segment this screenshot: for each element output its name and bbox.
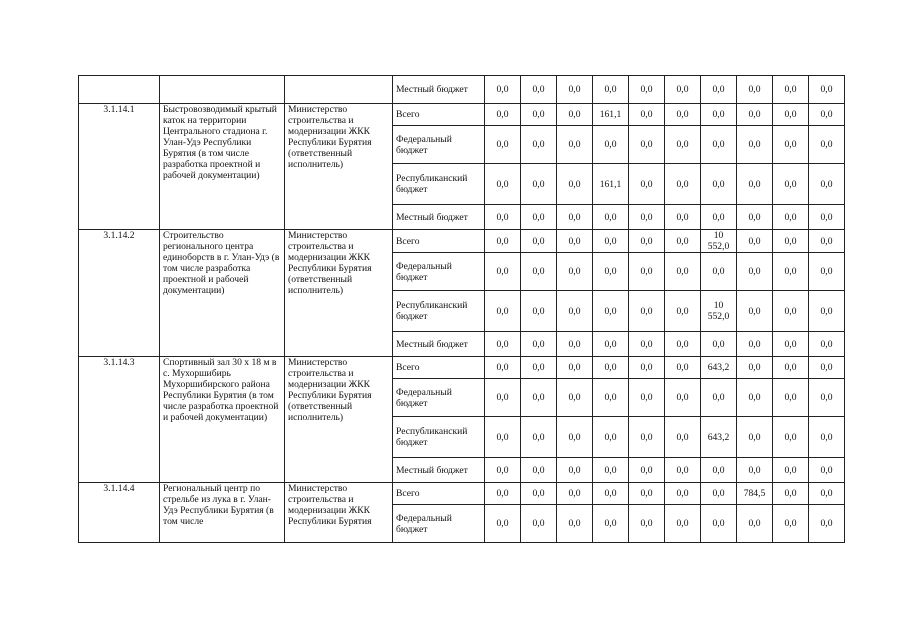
value-cell: 0,0 <box>737 332 773 357</box>
value-cell: 0,0 <box>557 230 593 253</box>
item-name: Быстровозводимый крытый каток на территории Центрального стадиона г. Улан-Удэ Республики Бурятия (в том числе разработка проектной и рабочей документации) <box>160 104 285 230</box>
value-cell: 0,0 <box>773 291 809 332</box>
value-cell: 0,0 <box>809 332 845 357</box>
value-cell: 0,0 <box>629 205 665 230</box>
value-cell: 0,0 <box>485 417 521 458</box>
value-cell: 0,0 <box>737 126 773 164</box>
value-cell: 161,1 <box>593 104 629 126</box>
value-cell: 0,0 <box>773 76 809 104</box>
value-cell: 0,0 <box>557 483 593 505</box>
value-cell: 0,0 <box>809 483 845 505</box>
value-cell: 0,0 <box>557 332 593 357</box>
value-cell: 0,0 <box>665 379 701 417</box>
value-cell: 0,0 <box>809 253 845 291</box>
executor-cell <box>285 76 393 104</box>
value-cell: 0,0 <box>629 417 665 458</box>
value-cell: 0,0 <box>521 76 557 104</box>
value-cell: 0,0 <box>521 417 557 458</box>
value-cell: 0,0 <box>593 357 629 379</box>
value-cell: 0,0 <box>665 76 701 104</box>
value-cell: 0,0 <box>629 76 665 104</box>
value-cell: 0,0 <box>809 104 845 126</box>
value-cell: 0,0 <box>485 505 521 543</box>
value-cell: 0,0 <box>593 253 629 291</box>
value-cell: 0,0 <box>557 164 593 205</box>
source-cell: Всего <box>393 483 485 505</box>
value-cell: 0,0 <box>701 379 737 417</box>
value-cell: 0,0 <box>737 104 773 126</box>
value-cell: 0,0 <box>701 458 737 483</box>
table-row <box>79 76 845 104</box>
table-row <box>79 230 845 253</box>
value-cell: 0,0 <box>773 253 809 291</box>
value-cell: 0,0 <box>485 357 521 379</box>
source-cell: Местный бюджет <box>393 205 485 230</box>
source-cell: Республиканский бюджет <box>393 417 485 458</box>
value-cell: 0,0 <box>521 483 557 505</box>
value-cell: 0,0 <box>485 126 521 164</box>
value-cell: 0,0 <box>521 458 557 483</box>
table-body <box>79 76 845 543</box>
value-cell: 0,0 <box>593 417 629 458</box>
value-cell: 0,0 <box>665 205 701 230</box>
source-cell: Федеральный бюджет <box>393 126 485 164</box>
value-cell: 0,0 <box>557 205 593 230</box>
value-cell: 0,0 <box>701 76 737 104</box>
value-cell: 0,0 <box>809 76 845 104</box>
value-cell: 0,0 <box>737 505 773 543</box>
value-cell: 0,0 <box>557 379 593 417</box>
value-cell: 0,0 <box>557 417 593 458</box>
value-cell: 0,0 <box>665 483 701 505</box>
source-cell: Местный бюджет <box>393 332 485 357</box>
value-cell: 643,2 <box>701 417 737 458</box>
value-cell: 0,0 <box>485 76 521 104</box>
item-code: 3.1.14.1 <box>79 104 160 230</box>
value-cell: 0,0 <box>665 505 701 543</box>
value-cell: 0,0 <box>593 76 629 104</box>
value-cell: 0,0 <box>737 205 773 230</box>
source-cell: Федеральный бюджет <box>393 379 485 417</box>
value-cell: 0,0 <box>485 164 521 205</box>
value-cell: 0,0 <box>701 483 737 505</box>
value-cell: 0,0 <box>737 164 773 205</box>
item-executor: Министерство строительства и модернизации ЖКК Республики Бурятия (ответственный исполнитель) <box>285 230 393 357</box>
value-cell: 0,0 <box>485 253 521 291</box>
value-cell: 0,0 <box>665 104 701 126</box>
value-cell: 0,0 <box>773 505 809 543</box>
value-cell: 0,0 <box>485 379 521 417</box>
value-cell: 0,0 <box>593 291 629 332</box>
source-cell: Федеральный бюджет <box>393 505 485 543</box>
value-cell: 0,0 <box>665 357 701 379</box>
value-cell: 10 552,0 <box>701 230 737 253</box>
value-cell: 0,0 <box>701 332 737 357</box>
item-name: Региональный центр по стрельбе из лука в г. Улан-Удэ Республики Бурятия (в том числе <box>160 483 285 543</box>
value-cell: 0,0 <box>629 458 665 483</box>
value-cell: 0,0 <box>629 291 665 332</box>
value-cell: 0,0 <box>809 379 845 417</box>
table-row <box>79 357 845 379</box>
value-cell: 0,0 <box>629 126 665 164</box>
value-cell: 0,0 <box>737 230 773 253</box>
value-cell: 0,0 <box>665 126 701 164</box>
source-cell: Федеральный бюджет <box>393 253 485 291</box>
value-cell: 0,0 <box>773 205 809 230</box>
value-cell: 0,0 <box>809 291 845 332</box>
value-cell: 643,2 <box>701 357 737 379</box>
value-cell: 0,0 <box>701 505 737 543</box>
value-cell: 0,0 <box>521 332 557 357</box>
value-cell: 0,0 <box>521 230 557 253</box>
value-cell: 0,0 <box>485 205 521 230</box>
value-cell: 0,0 <box>773 483 809 505</box>
value-cell: 0,0 <box>809 164 845 205</box>
source-cell: Республиканский бюджет <box>393 164 485 205</box>
item-name: Строительство регионального центра единоборств в г. Улан-Удэ (в том числе разработка проектной и рабочей документации) <box>160 230 285 357</box>
value-cell: 0,0 <box>773 332 809 357</box>
value-cell: 0,0 <box>701 126 737 164</box>
value-cell: 0,0 <box>593 379 629 417</box>
value-cell: 0,0 <box>773 357 809 379</box>
value-cell: 0,0 <box>701 104 737 126</box>
item-executor: Министерство строительства и модернизации ЖКК Республики Бурятия (ответственный исполнитель) <box>285 357 393 483</box>
value-cell: 0,0 <box>809 417 845 458</box>
value-cell: 0,0 <box>485 458 521 483</box>
value-cell: 0,0 <box>593 230 629 253</box>
value-cell: 0,0 <box>485 291 521 332</box>
value-cell: 0,0 <box>773 458 809 483</box>
value-cell: 0,0 <box>521 126 557 164</box>
value-cell: 0,0 <box>809 126 845 164</box>
value-cell: 0,0 <box>773 417 809 458</box>
value-cell: 0,0 <box>521 164 557 205</box>
value-cell: 0,0 <box>629 483 665 505</box>
value-cell: 0,0 <box>629 253 665 291</box>
value-cell: 0,0 <box>665 332 701 357</box>
value-cell: 0,0 <box>629 357 665 379</box>
item-code: 3.1.14.2 <box>79 230 160 357</box>
value-cell: 0,0 <box>593 126 629 164</box>
value-cell: 0,0 <box>665 164 701 205</box>
value-cell: 0,0 <box>665 417 701 458</box>
value-cell: 0,0 <box>701 253 737 291</box>
value-cell: 0,0 <box>773 164 809 205</box>
source-cell: Местный бюджет <box>393 76 485 104</box>
value-cell: 161,1 <box>593 164 629 205</box>
value-cell: 0,0 <box>557 505 593 543</box>
value-cell: 0,0 <box>593 205 629 230</box>
value-cell: 784,5 <box>737 483 773 505</box>
value-cell: 0,0 <box>737 253 773 291</box>
source-cell: Местный бюджет <box>393 458 485 483</box>
value-cell: 0,0 <box>701 205 737 230</box>
value-cell: 0,0 <box>737 417 773 458</box>
value-cell: 0,0 <box>593 332 629 357</box>
value-cell: 0,0 <box>773 126 809 164</box>
item-executor: Министерство строительства и модернизации ЖКК Республики Бурятия (ответственный исполнитель) <box>285 104 393 230</box>
value-cell: 0,0 <box>521 253 557 291</box>
value-cell: 0,0 <box>557 291 593 332</box>
value-cell: 0,0 <box>629 230 665 253</box>
value-cell: 0,0 <box>665 291 701 332</box>
value-cell: 0,0 <box>593 483 629 505</box>
value-cell: 0,0 <box>809 505 845 543</box>
value-cell: 0,0 <box>629 379 665 417</box>
value-cell: 0,0 <box>665 253 701 291</box>
value-cell: 10 552,0 <box>701 291 737 332</box>
value-cell: 0,0 <box>629 104 665 126</box>
value-cell: 0,0 <box>773 379 809 417</box>
value-cell: 0,0 <box>737 357 773 379</box>
item-name: Спортивный зал 30 х 18 м в с. Мухоршибирь Мухоршибирского района Республики Бурятия (в том числе разработка проектной и рабочей документации) <box>160 357 285 483</box>
value-cell: 0,0 <box>557 458 593 483</box>
value-cell: 0,0 <box>557 357 593 379</box>
value-cell: 0,0 <box>521 205 557 230</box>
value-cell: 0,0 <box>809 205 845 230</box>
value-cell: 0,0 <box>557 104 593 126</box>
value-cell: 0,0 <box>629 332 665 357</box>
value-cell: 0,0 <box>521 357 557 379</box>
table-row <box>79 483 845 505</box>
value-cell: 0,0 <box>701 164 737 205</box>
value-cell: 0,0 <box>773 230 809 253</box>
value-cell: 0,0 <box>665 458 701 483</box>
table-row <box>79 104 845 126</box>
code-cell <box>79 76 160 104</box>
value-cell: 0,0 <box>737 458 773 483</box>
value-cell: 0,0 <box>737 379 773 417</box>
value-cell: 0,0 <box>557 76 593 104</box>
source-cell: Всего <box>393 357 485 379</box>
item-code: 3.1.14.4 <box>79 483 160 543</box>
value-cell: 0,0 <box>485 332 521 357</box>
value-cell: 0,0 <box>593 458 629 483</box>
value-cell: 0,0 <box>809 458 845 483</box>
value-cell: 0,0 <box>737 291 773 332</box>
value-cell: 0,0 <box>557 253 593 291</box>
value-cell: 0,0 <box>557 126 593 164</box>
source-cell: Всего <box>393 230 485 253</box>
value-cell: 0,0 <box>521 104 557 126</box>
value-cell: 0,0 <box>665 230 701 253</box>
value-cell: 0,0 <box>485 104 521 126</box>
value-cell: 0,0 <box>809 357 845 379</box>
value-cell: 0,0 <box>521 291 557 332</box>
value-cell: 0,0 <box>593 505 629 543</box>
name-cell <box>160 76 285 104</box>
source-cell: Всего <box>393 104 485 126</box>
value-cell: 0,0 <box>521 505 557 543</box>
value-cell: 0,0 <box>629 164 665 205</box>
item-code: 3.1.14.3 <box>79 357 160 483</box>
value-cell: 0,0 <box>773 104 809 126</box>
value-cell: 0,0 <box>737 76 773 104</box>
source-cell: Республиканский бюджет <box>393 291 485 332</box>
value-cell: 0,0 <box>485 483 521 505</box>
funding-table <box>78 75 845 543</box>
value-cell: 0,0 <box>521 379 557 417</box>
value-cell: 0,0 <box>485 230 521 253</box>
value-cell: 0,0 <box>809 230 845 253</box>
value-cell: 0,0 <box>629 505 665 543</box>
item-executor: Министерство строительства и модернизации ЖКК Республики Бурятия <box>285 483 393 543</box>
